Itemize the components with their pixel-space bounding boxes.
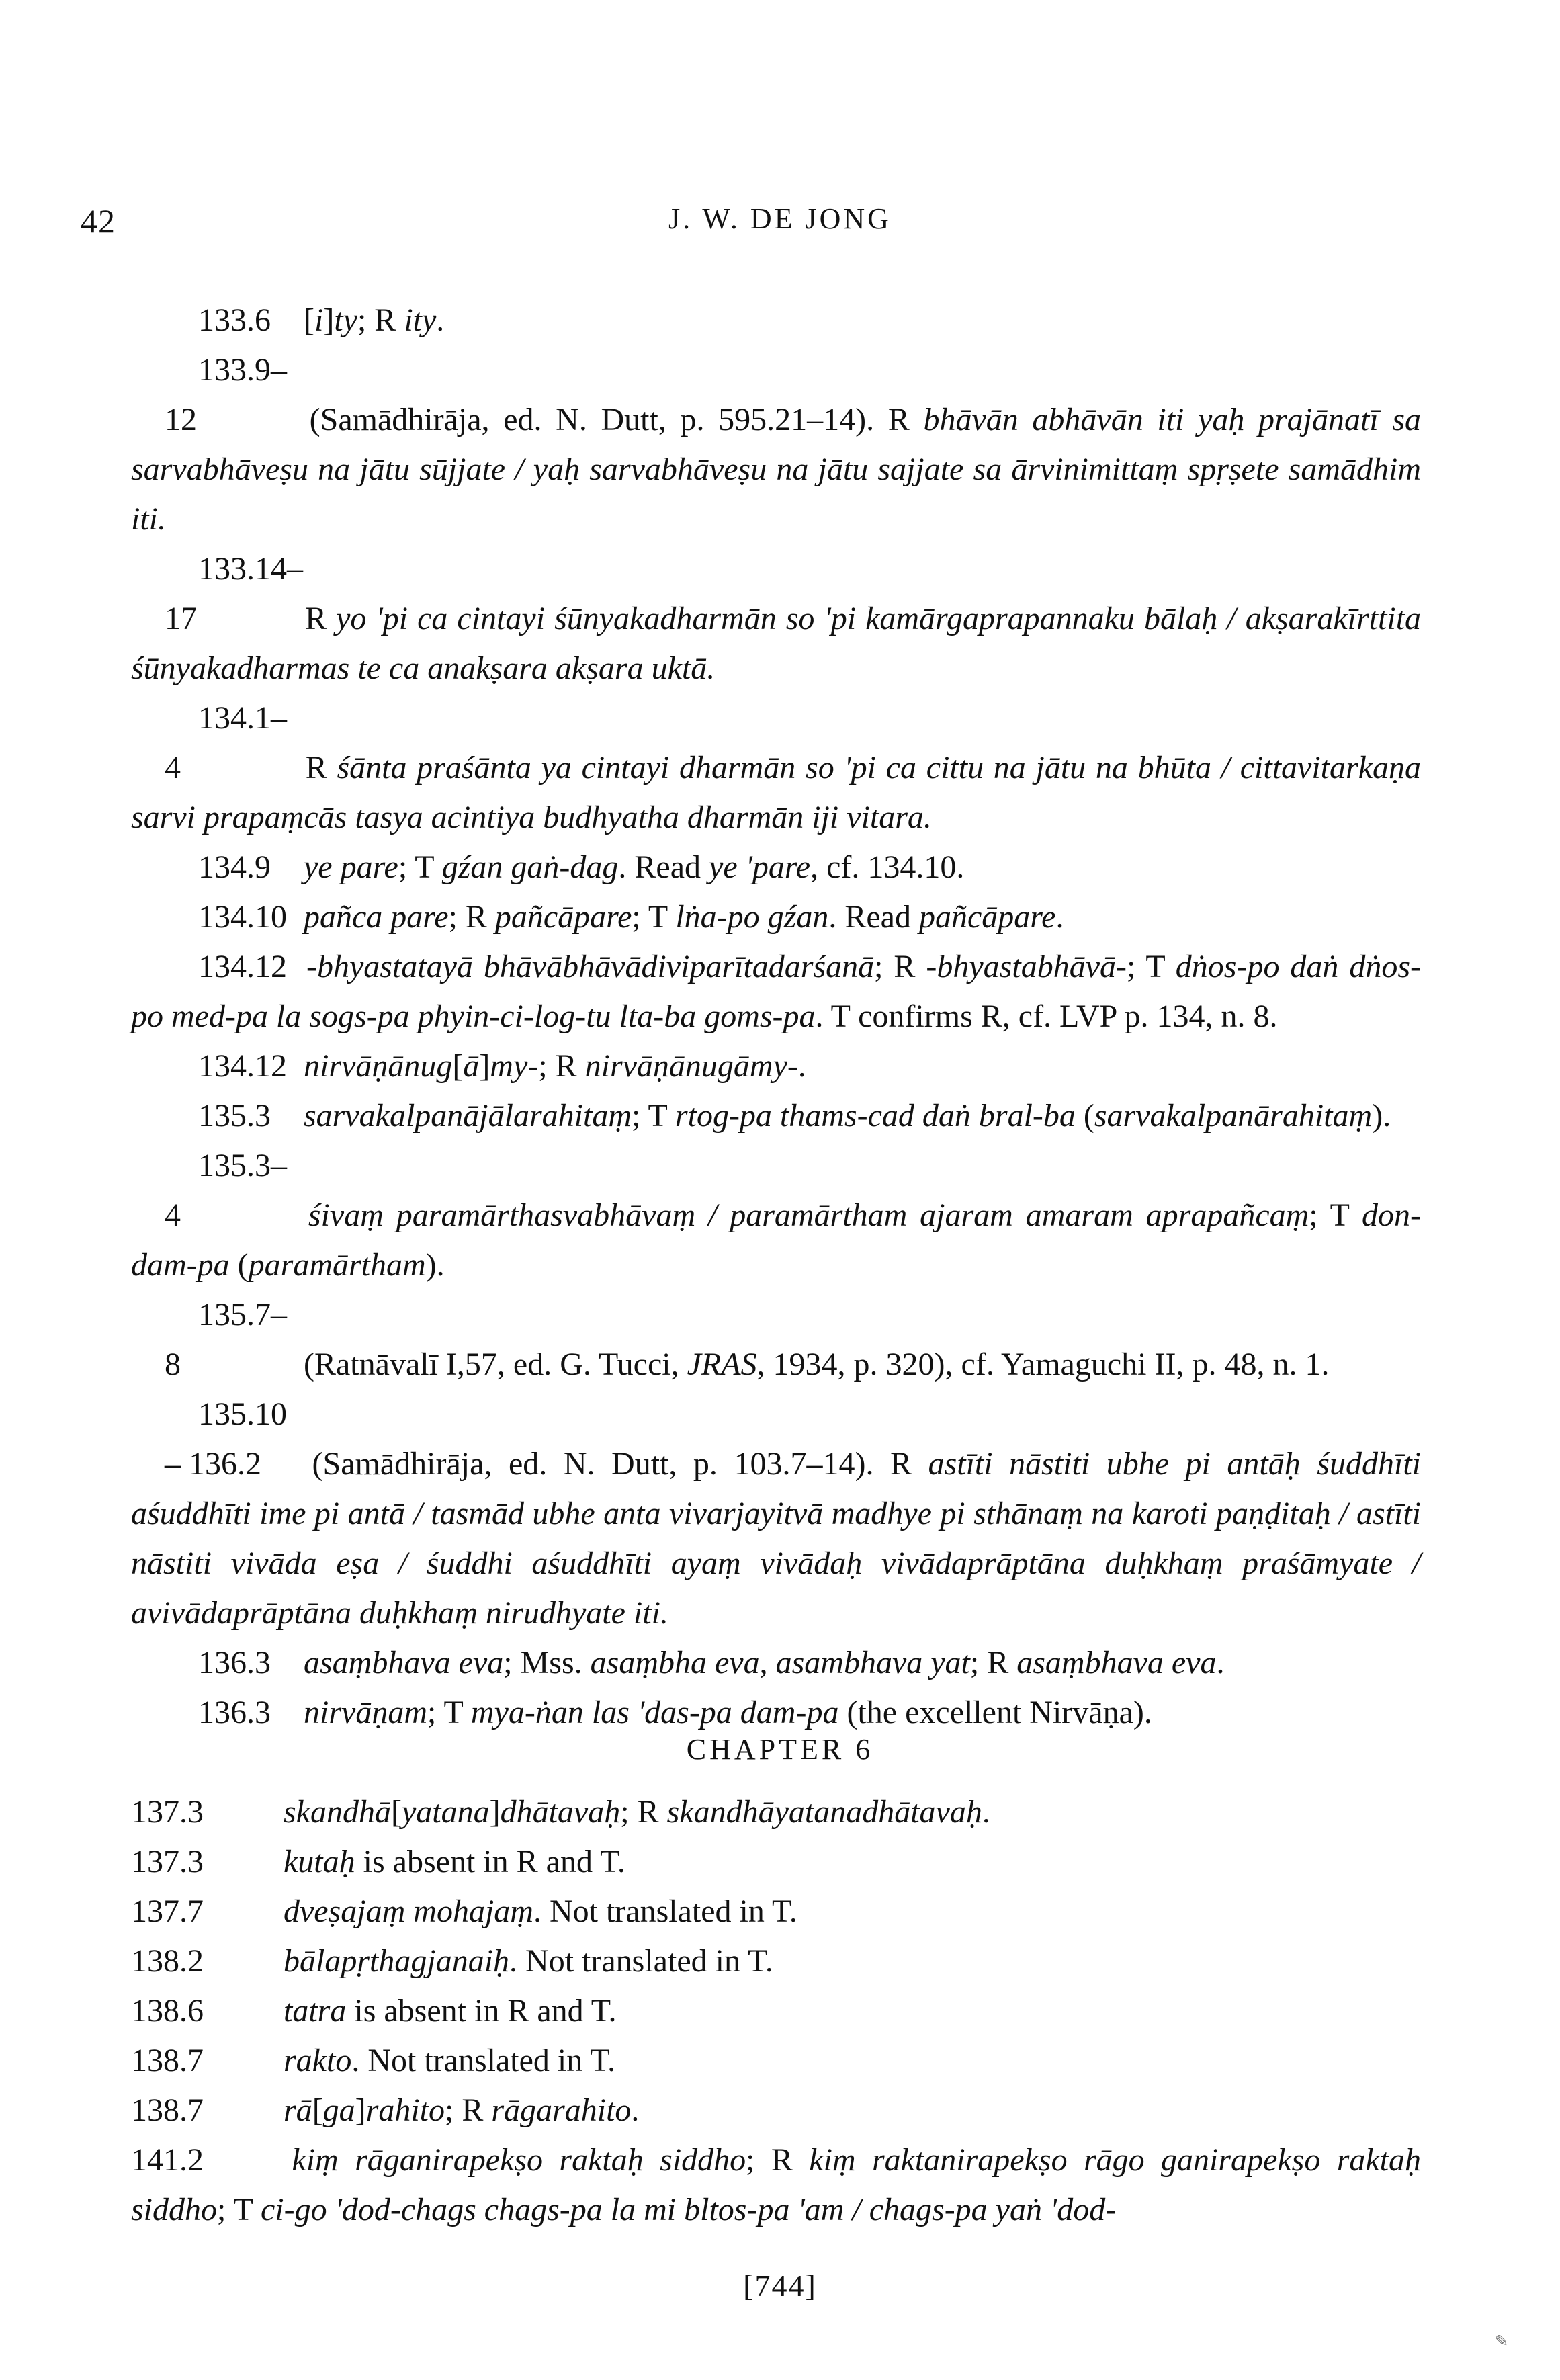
footnote-entry	[131, 1290, 1421, 1390]
footnote-entry	[131, 544, 1421, 693]
note-reference: 136.3	[198, 1645, 271, 1681]
note-reference: 133.6	[198, 302, 271, 338]
note-text: dveṣajaṃ mohajaṃ. Not translated in T.	[284, 1894, 797, 1929]
scan-mark-icon: ✎	[1495, 2333, 1509, 2350]
note-text: pañca pare; R pañcāpare; T lṅa-po gźan. Read pañcāpare.	[304, 899, 1064, 935]
note-reference: 137.7	[131, 1894, 204, 1929]
note-reference: 133.9–12	[165, 352, 287, 437]
footnote-entry	[131, 2135, 1421, 2235]
note-reference: 135.3	[198, 1098, 271, 1134]
note-text: śivaṃ paramārthasvabhāvaṃ / paramārtham ajaram amaram aprapañcaṃ; T don-dam-pa (paramārtham).	[131, 1197, 1422, 1283]
note-reference: 134.9	[198, 849, 271, 885]
footnote-entry	[131, 1787, 1421, 1837]
note-reference: 133.14–17	[165, 551, 303, 636]
note-reference: 134.1–4	[165, 700, 287, 785]
footnote-entry	[131, 296, 1421, 345]
note-reference: 137.3	[131, 1794, 204, 1830]
page-header	[0, 202, 1560, 242]
note-text: (Ratnāvalī I,57, ed. G. Tucci, JRAS, 1934, p. 320), cf. Yamaguchi II, p. 48, n. 1.	[304, 1347, 1330, 1382]
note-reference: 138.2	[131, 1943, 204, 1979]
footnote-entry	[131, 942, 1421, 1042]
note-text: sarvakalpanājālarahitaṃ; T rtog-pa thams-cad daṅ bral-ba (sarvakalpanārahitaṃ).	[304, 1098, 1391, 1134]
note-text: kiṃ rāganirapekṣo raktaḥ siddho; R kiṃ raktanirapekṣo rāgo ganirapekṣo raktaḥ siddho; T ci-go 'dod-chags chags-pa la mi bltos-pa 'am / chags-pa yaṅ 'dod-	[131, 2142, 1422, 2227]
note-text: skandhā[yatana]dhātavaḥ; R skandhāyatanadhātavaḥ.	[284, 1794, 990, 1830]
note-reference: 134.12	[198, 1048, 287, 1084]
footnote-entry	[131, 1887, 1421, 1937]
note-text: nirvāṇam; T mya-ṅan las 'das-pa dam-pa (the excellent Nirvāṇa).	[304, 1695, 1152, 1730]
note-text: rā[ga]rahito; R rāgarahito.	[284, 2092, 640, 2128]
note-reference: 137.3	[131, 1844, 204, 1879]
notes-section	[131, 296, 1421, 1738]
note-reference: 134.10	[198, 899, 287, 935]
note-reference: 141.2	[131, 2142, 204, 2178]
footnote-entry	[131, 1390, 1421, 1638]
note-text: R yo 'pi ca cintayi śūnyakadharmān so 'pi kamārgaprapannaku bālaḥ / akṣarakīrttita śūnyakadharmas te ca anakṣara akṣara uktā.	[131, 601, 1422, 686]
note-reference: 135.3–4	[165, 1148, 287, 1233]
note-text: nirvāṇānug[ā]my-; R nirvāṇānugāmy-.	[304, 1048, 806, 1084]
footnote-entry	[131, 2086, 1421, 2135]
footnote-entry	[131, 2036, 1421, 2086]
footnote-entry	[131, 892, 1421, 942]
chapter-notes-section	[131, 1787, 1421, 2235]
chapter-heading: CHAPTER 6	[686, 1733, 874, 1766]
footnote-entry	[131, 843, 1421, 892]
footnote-entry	[131, 1042, 1421, 1091]
note-text: kutaḥ is absent in R and T.	[284, 1844, 625, 1879]
note-reference: 136.3	[198, 1695, 271, 1730]
note-text: tatra is absent in R and T.	[284, 1993, 617, 2029]
footnote-entry	[131, 1688, 1421, 1738]
note-text: [i]ty; R ity.	[304, 302, 445, 338]
footnote-entry	[131, 1986, 1421, 2036]
note-reference: 138.6	[131, 1993, 204, 2029]
note-reference: 135.7–8	[165, 1297, 287, 1382]
note-reference: 138.7	[131, 2043, 204, 2078]
note-text: bālapṛthagjanaiḥ. Not translated in T.	[284, 1943, 773, 1979]
footnote-entry	[131, 1837, 1421, 1887]
note-text: asaṃbhava eva; Mss. asaṃbha eva, asambhava yat; R asaṃbhava eva.	[304, 1645, 1225, 1681]
note-reference: 138.7	[131, 2092, 204, 2128]
note-text: ye pare; T gźan gaṅ-dag. Read ye 'pare, cf. 134.10.	[304, 849, 965, 885]
footnote-entry	[131, 1638, 1421, 1688]
footnote-entry	[131, 1141, 1421, 1290]
note-reference: 135.10 – 136.2	[165, 1396, 287, 1482]
running-head: J. W. DE JONG	[668, 202, 892, 235]
footnote-entry	[131, 345, 1421, 544]
note-reference: 134.12	[198, 949, 287, 984]
note-text: (Samādhirāja, ed. N. Dutt, p. 103.7–14). R astīti nāstiti ubhe pi antāḥ śuddhīti aśuddhīti ime pi antā / tasmād ubhe anta vivarjayitvā madhye pi sthānaṃ na karoti paṇḍitaḥ / astīti nāstiti vivāda eṣa / śuddhi aśuddhīti ayaṃ vivādaḥ vivādaprāptāna duḥkhaṃ praśāmyate / avivādaprāptāna duḥkhaṃ nirudhyate iti.	[131, 1446, 1421, 1631]
page-footer-number: [744]	[743, 2268, 817, 2303]
note-text: (Samādhirāja, ed. N. Dutt, p. 595.21–14). R bhāvān abhāvān iti yaḥ prajānatī sa sarvabhāveṣu na jātu sūjjate / yaḥ sarvabhāveṣu na jātu sajjate sa ārvinimittaṃ spṛṣete samādhim iti.	[131, 402, 1421, 537]
footnote-entry	[131, 1091, 1421, 1141]
page-number: 42	[81, 202, 116, 240]
footnote-entry	[131, 1937, 1421, 1986]
footnote-entry	[131, 693, 1421, 843]
note-text: rakto. Not translated in T.	[284, 2043, 616, 2078]
note-text: -bhyastatayā bhāvābhāvādiviparītadarśanā; R -bhyastabhāvā-; T dṅos-po daṅ dṅos-po med-pa la sogs-pa phyin-ci-log-tu lta-ba goms-pa. T confirms R, cf. LVP p. 134, n. 8.	[131, 949, 1422, 1034]
note-text: R śānta praśānta ya cintayi dharmān so 'pi ca cittu na jātu na bhūta / cittavitarkaṇa sarvi prapaṃcās tasya acintiya budhyatha dharmān iji vitara.	[131, 750, 1421, 835]
